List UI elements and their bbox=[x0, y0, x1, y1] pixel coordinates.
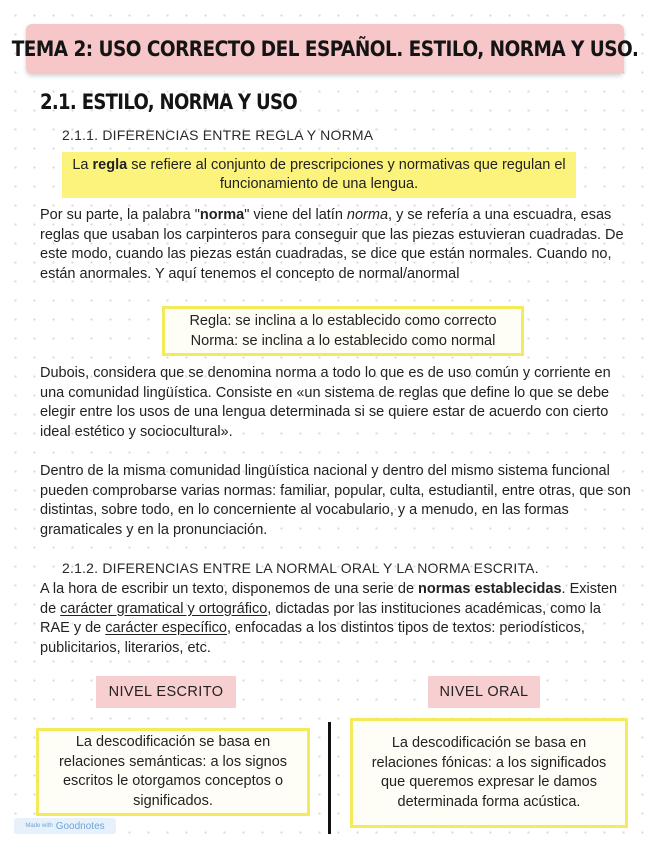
watermark-brand: Goodnotes bbox=[55, 820, 105, 832]
para4-underline-1: carácter gramatical y ortográfico bbox=[60, 600, 268, 617]
para4-bold: normas establecidas bbox=[418, 581, 562, 597]
section-heading: 2.1. ESTILO, NORMA Y USO bbox=[40, 90, 297, 114]
definition-post: se refiere al conjunto de prescripciones y normativas que regulan el funcionamiento de una lengua. bbox=[127, 157, 566, 192]
para4-a: A la hora de escribir un texto, disponemos de una serie de bbox=[40, 581, 419, 597]
para1-bold: norma bbox=[199, 207, 245, 223]
para4-e: , dictadas por las instituciones académicas, como la RAE y de bbox=[40, 600, 601, 637]
goodnotes-watermark bbox=[14, 818, 116, 834]
paragraph-written-norms bbox=[40, 580, 634, 658]
para4-underline-2: carácter específico bbox=[105, 620, 227, 637]
watermark-small-text: Made with bbox=[25, 823, 53, 829]
definition-text bbox=[62, 156, 576, 194]
definition-bold: regla bbox=[92, 157, 128, 173]
para1-a: Por su parte, la palabra " bbox=[40, 207, 200, 223]
subsection-heading-1: 2.1.1. DIFERENCIAS ENTRE REGLA Y NORMA bbox=[62, 127, 374, 143]
written-level-card bbox=[36, 728, 310, 816]
written-level-description: La descodificación se basa en relaciones semánticas: a los signos escritos le otorgamos conceptos o significados. bbox=[58, 734, 288, 809]
title-banner bbox=[11, 24, 639, 74]
para4-c: . Existen de bbox=[40, 581, 618, 617]
vertical-divider bbox=[328, 722, 331, 834]
paragraph-norma-origin bbox=[40, 206, 634, 284]
oral-level-description: La descodificación se basa en relaciones fónicas: a los significados que queremos expresar le damos determinada forma acústica. bbox=[371, 735, 607, 810]
para1-e: , y se refería a una escuadra, esas reglas que usaban los carpinteros para conseguir que las piezas estuvieran cuadradas. De este modo, cuando las piezas están cuadradas, se dice que están normales. Cuando no, están anormales. Y aquí tenemos el concepto de normal/anormal bbox=[40, 207, 624, 282]
rule-line-norma: Norma: se inclina a lo establecido como normal bbox=[190, 333, 496, 349]
paragraph-dubois: Dubois, considera que se denomina norma a todo lo que es de uso común y corriente en una comunidad lingüística. Consiste en «un sistema de reglas que define lo que se debe elegir entre los usos de una lengua determinada si se quiere estar de acuerdo con cierto ideal estético y sociocultural». bbox=[40, 365, 611, 440]
para4-g: , enfocadas a los distintos tipos de textos: periodísticos, publicitarios, literarios, etc. bbox=[40, 620, 585, 656]
oral-level-label bbox=[428, 676, 540, 708]
subsection-heading-2: 2.1.2. DIFERENCIAS ENTRE LA NORMAL ORAL Y LA NORMA ESCRITA. bbox=[62, 560, 539, 576]
definition-highlight bbox=[62, 152, 576, 198]
oral-level-card bbox=[350, 718, 628, 828]
paragraph-community: Dentro de la misma comunidad lingüística nacional y dentro del mismo sistema funcional pueden comprobarse varias normas: familiar, popular, culta, estudiantil, entre otras, que son distintas, sobre todo, en lo concerniente al vocabulario, y a menudo, en las formas gramaticales y en la pronunciación. bbox=[40, 463, 631, 538]
written-level-label bbox=[96, 676, 236, 708]
rule-line-regla: Regla: se inclina a lo establecido como correcto bbox=[189, 313, 497, 329]
para1-c: " viene del latín bbox=[244, 207, 347, 223]
rules-box bbox=[162, 306, 524, 356]
written-level-text: NIVEL ESCRITO bbox=[108, 684, 224, 700]
para1-italic: norma bbox=[346, 207, 389, 223]
page-title: TEMA 2: USO CORRECTO DEL ESPAÑOL. ESTILO, NORMA Y USO. bbox=[11, 37, 639, 61]
definition-pre: La bbox=[72, 157, 93, 173]
oral-level-text: NIVEL ORAL bbox=[439, 684, 529, 700]
